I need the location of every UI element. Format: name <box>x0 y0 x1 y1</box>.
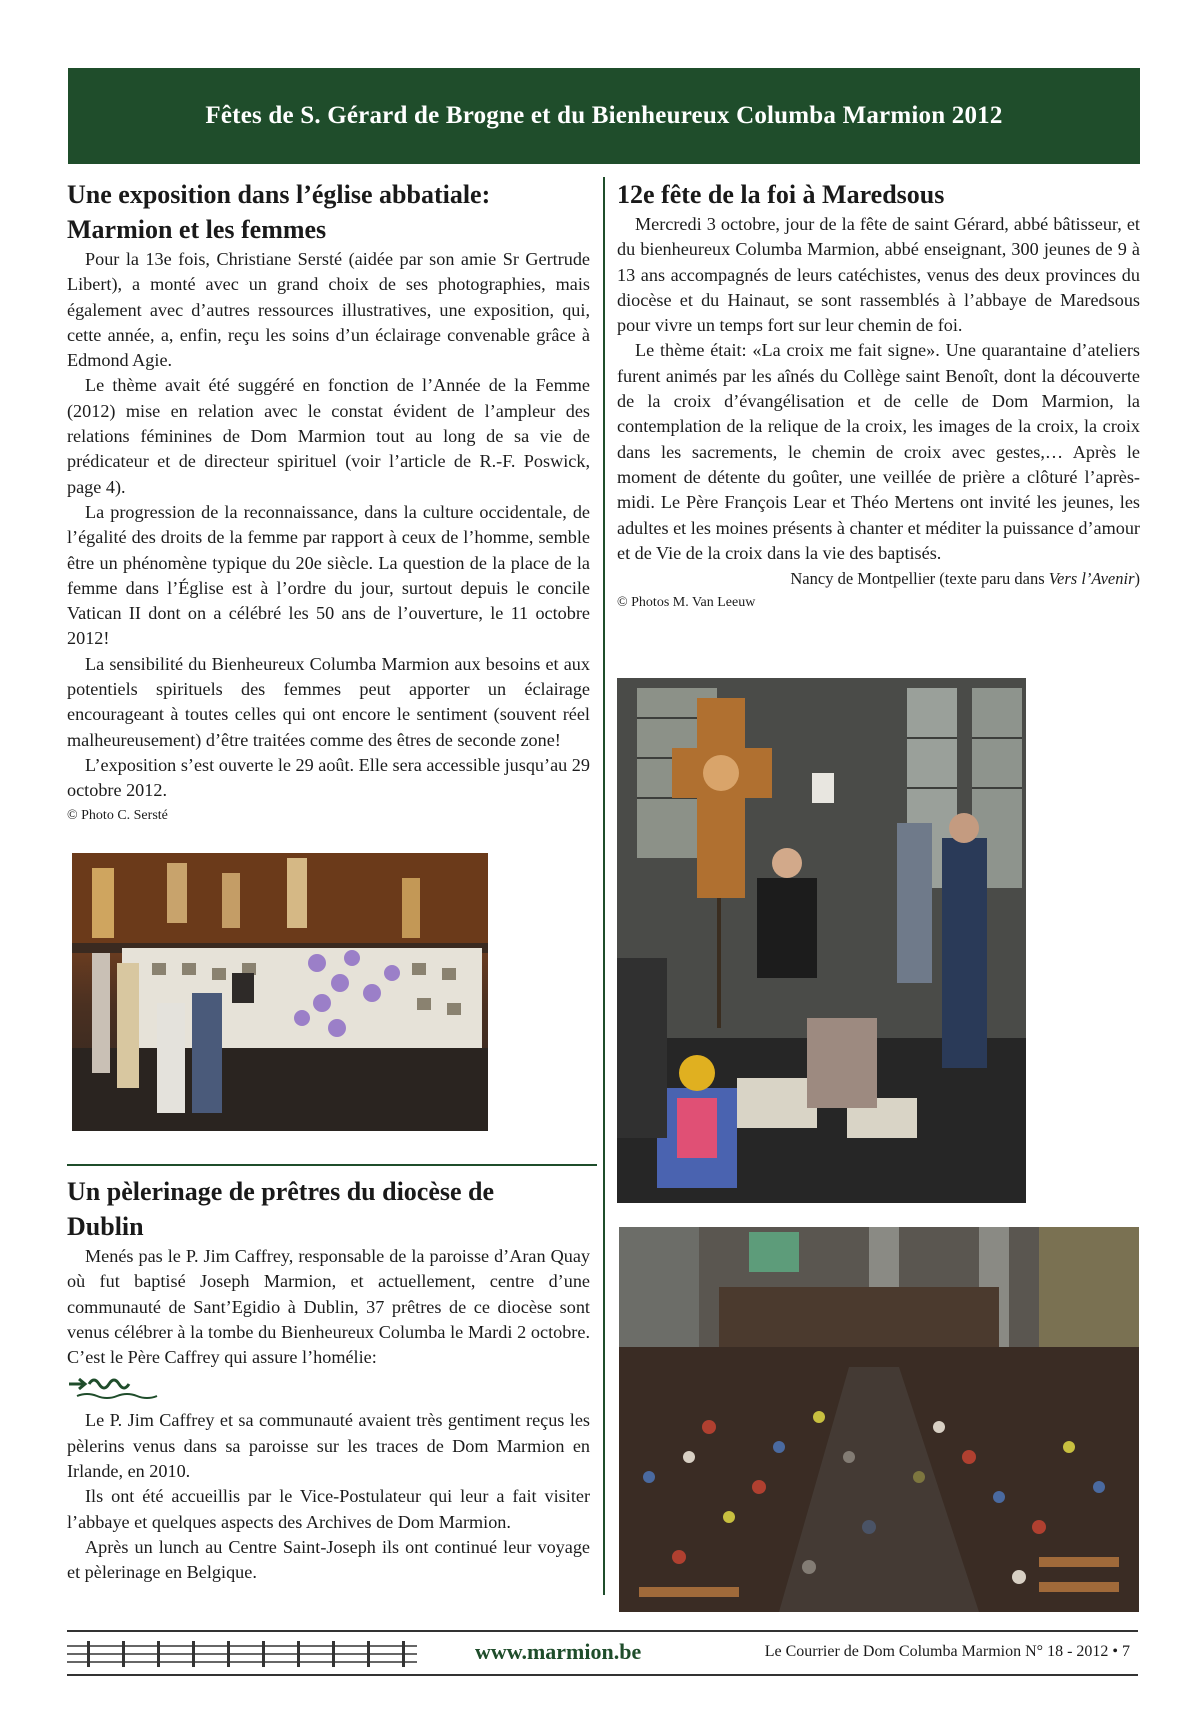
assembly-photo <box>619 1227 1139 1612</box>
column-divider <box>603 177 605 1595</box>
article-title-line1: Un pèlerinage de prêtres du diocèse de <box>67 1177 495 1206</box>
article-paragraph: Ils ont été accueillis par le Vice-Postulateur qui leur a fait visiter l’abbaye et quelques aspects des Archives de Dom Marmion. <box>67 1486 590 1532</box>
article-paragraph: La progression de la reconnaissance, dans la culture occidentale, de l’égalité des droits de la femme par rapport à ceux de l’homme, semble être un phénomène typique du 20e siècle. La question de la place de la femme dans l’Église est à l’ordre du jour, surtout depuis le concile Vatican II dont on a célébré les 50 ans de l’ouverture, le 11 octobre 2012! <box>67 501 590 649</box>
article-exposition <box>67 177 590 825</box>
article-title-line1: Une exposition dans l’église abbatiale: <box>67 180 491 209</box>
article-paragraph: Pour la 13e fois, Christiane Sersté (aidée par son amie Sr Gertrude Libert), a monté avec un grand choix de ses photographies, mais également avec d’autres ressources illustratives, une exposition, qui, cette année, a, enfin, reçu les soins d’un éclairage convenable grâce à Edmond Agie. <box>67 249 590 371</box>
signature-text: Nancy de Montpellier (texte paru dans <box>790 569 1049 589</box>
article-fete-foi <box>617 177 1140 612</box>
photo-credit: © Photo C. Sersté <box>67 807 168 823</box>
signature-italic: Vers l’Avenir <box>1048 569 1135 589</box>
article-paragraph: Après un lunch au Centre Saint-Joseph ils ont continué leur voyage et pèlerinage en Belgique. <box>67 1536 590 1583</box>
assembly-photo-image <box>619 1227 1139 1612</box>
footer-publication-info: Le Courrier de Dom Columba Marmion N° 18 - 2012 • 7 <box>764 1643 1130 1660</box>
section-divider <box>67 1164 597 1166</box>
article-title-line2: Dublin <box>67 1212 144 1241</box>
footer-decoration-icon <box>67 1637 417 1671</box>
article-paragraph: Le P. Jim Caffrey et sa communauté avaient très gentiment reçus les pèlerins venus dans sa paroisse sur les traces de Dom Marmion en Irlande, en 2010. <box>67 1410 590 1482</box>
banner-title: Fêtes de S. Gérard de Brogne et du Bienheureux Columba Marmion 2012 <box>205 102 1003 129</box>
page-footer <box>67 1630 1138 1676</box>
link-arrow-icon[interactable] <box>67 1372 167 1402</box>
article-paragraph: Le thème avait été suggéré en fonction de l’Année de la Femme (2012) mise en relation avec le constat évident de l’ampleur des relations féminines de Dom Marmion tout au long de sa vie de prédicateur et de directeur spirituel (voir l’article de R.-F. Poswick, page 4). <box>67 375 590 497</box>
article-paragraph: La sensibilité du Bienheureux Columba Marmion aux besoins et aux potentiels spirituels des femmes peut apporter un éclairage encourageant à toutes celles qui ont encore le sentiment (souvent réel malheureusement) d’être traitées comme des êtres de seconde zone! <box>67 653 590 750</box>
article-paragraph: Le thème était: «La croix me fait signe». Une quarantaine d’ateliers furent animés par les aînés du Collège saint Benoît, dont la découverte de la croix d’évangélisation et de celle de Dom Marmion, la contemplation de la relique de la croix, les images de la croix, la croix dans les sacrements, le chemin de croix avec gestes,… Après le moment de détente du goûter, une veillée de prière a clôturé l’après-midi. Le Père François Lear et Théo Mertens ont invité les jeunes, les adultes et les moines présents à chanter et méditer la puissance d’amour et de Vie de la croix dans la vie des baptisés. <box>617 340 1140 563</box>
cross-workshop-photo-image <box>617 678 1026 1203</box>
page-banner <box>68 68 1140 164</box>
article-paragraph: L’exposition s’est ouverte le 29 août. Elle sera accessible jusqu’au 29 octobre 2012. <box>67 754 590 801</box>
article-pelerinage <box>67 1174 590 1586</box>
photo-credit: © Photos M. Van Leeuw <box>617 595 756 611</box>
article-title-line2: Marmion et les femmes <box>67 215 327 244</box>
exhibition-photo-image <box>72 853 488 1131</box>
website-link[interactable]: www.marmion.be <box>475 1639 642 1664</box>
article-paragraph: Mercredi 3 octobre, jour de la fête de saint Gérard, abbé bâtisseur, et du bienheureux Columba Marmion, abbé enseignant, 300 jeunes de 9 à 13 ans accompagnés de leurs catéchistes, venus des deux provinces du diocèse et du Hainaut, se sont rassemblés à l’abbaye de Maredsous pour vivre un temps fort sur leur chemin de foi. <box>617 214 1140 336</box>
article-paragraph: Menés pas le P. Jim Caffrey, responsable de la paroisse d’Aran Quay où fut baptisé Joseph Marmion, et actuellement, centre d’une communauté de Sant’Egidio à Dublin, 37 prêtres de ce diocèse sont venus célébrer à la tombe du Bienheureux Columba le Mardi 2 octobre. C’est le Père Caffrey qui assure l’homélie: <box>67 1246 590 1368</box>
exhibition-photo <box>72 853 488 1131</box>
signature-end: ) <box>1134 569 1140 589</box>
cross-workshop-photo <box>617 678 1026 1203</box>
article-signature <box>617 566 1140 591</box>
article-title: 12e fête de la foi à Maredsous <box>617 180 945 209</box>
